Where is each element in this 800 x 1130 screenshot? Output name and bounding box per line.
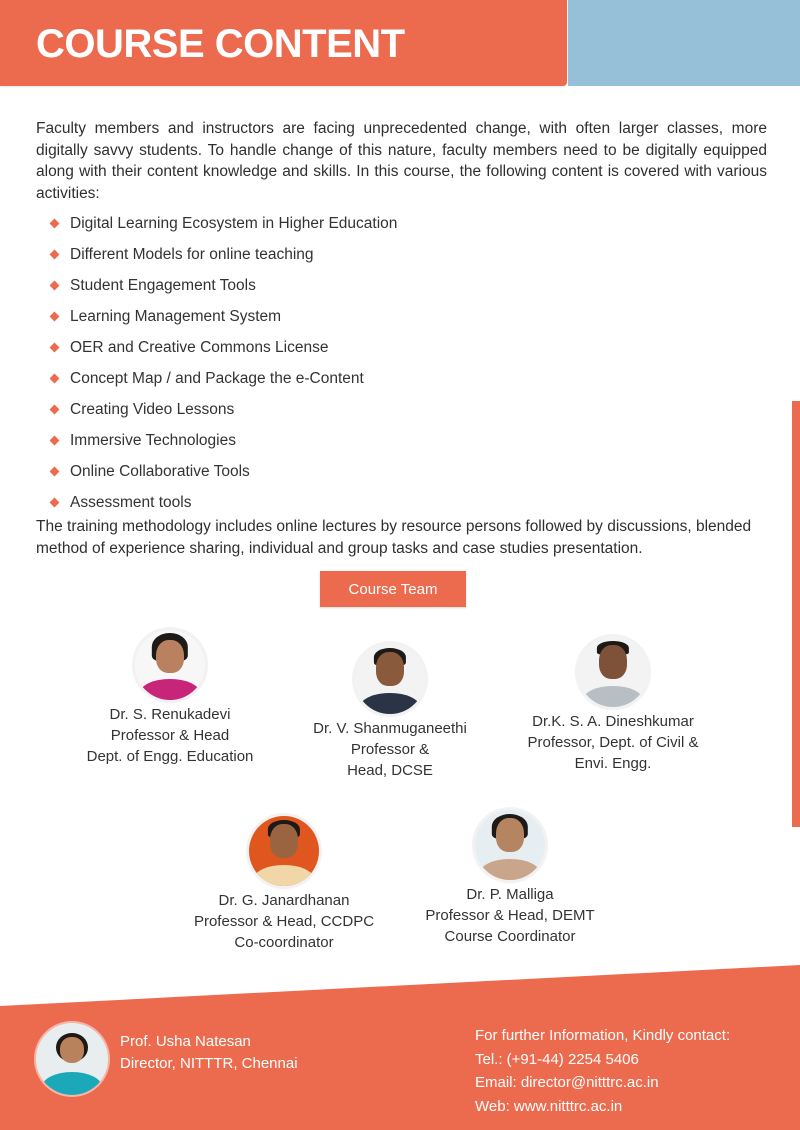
diamond-bullet-icon — [50, 281, 60, 291]
member-title: Professor, Dept. of Civil & — [527, 734, 699, 751]
diamond-bullet-icon — [50, 436, 60, 446]
member-name: Dr. P. Malliga — [466, 886, 554, 903]
topic-item: Concept Map / and Package the e-Content — [48, 363, 397, 394]
header-accent-block — [568, 0, 800, 86]
topic-item: Digital Learning Ecosystem in Higher Education — [48, 208, 397, 239]
diamond-bullet-icon — [50, 467, 60, 477]
director-name: Prof. Usha Natesan — [120, 1033, 251, 1050]
diamond-bullet-icon — [50, 250, 60, 260]
methodology-paragraph: The training methodology includes online lectures by resource persons followed by discussions, blended method of experience sharing, individual and group tasks and case studies presentation. — [36, 518, 752, 557]
diamond-bullet-icon — [50, 498, 60, 508]
member-name: Dr. S. Renukadevi — [109, 706, 231, 723]
header-banner — [0, 0, 567, 86]
member-title: Professor & Head — [110, 727, 230, 744]
diamond-bullet-icon — [50, 374, 60, 384]
member-name: Dr. V. Shanmuganeethi — [313, 720, 467, 737]
member-dept: Envi. Engg. — [574, 755, 652, 772]
topic-item: OER and Creative Commons License — [48, 332, 397, 363]
topic-item: Creating Video Lessons — [48, 394, 397, 425]
member-dept: Dept. of Engg. Education — [86, 748, 254, 765]
member-dept: Head, DCSE — [347, 762, 433, 779]
contact-email[interactable]: Email: director@nitttrc.ac.in — [475, 1074, 659, 1091]
diamond-bullet-icon — [50, 405, 60, 415]
member-dept: Co-coordinator — [234, 934, 334, 951]
diamond-bullet-icon — [50, 312, 60, 322]
member-title: Professor & Head, CCDPC — [193, 913, 375, 930]
topic-item: Student Engagement Tools — [48, 270, 397, 301]
member-title: Professor & Head, DEMT — [425, 907, 595, 924]
contact-web[interactable]: Web: www.nitttrc.ac.in — [475, 1097, 623, 1115]
topic-item: Different Models for online teaching — [48, 239, 397, 270]
contact-heading: For further Information, Kindly contact: — [475, 1027, 731, 1044]
topic-item: Immersive Technologies — [48, 425, 397, 456]
diamond-bullet-icon — [50, 343, 60, 353]
team-member-card — [410, 810, 610, 947]
avatar — [475, 810, 545, 880]
member-dept: Course Coordinator — [444, 928, 576, 945]
topic-item: Learning Management System — [48, 301, 397, 332]
director-info — [120, 1031, 298, 1075]
intro-paragraph: Faculty members and instructors are facing unprecedented change, with often larger classes, more digitally savvy students. To handle change of this nature, faculty members need to be digitally equipped along with their content knowledge and skills. In this course, the following content is covered with various activities: — [36, 120, 767, 202]
course-team-button[interactable]: Course Team — [320, 571, 466, 607]
team-member-card — [290, 644, 490, 781]
contact-info — [475, 1024, 730, 1118]
topic-list — [48, 208, 397, 518]
side-accent-bar — [792, 401, 800, 827]
topic-item: Online Collaborative Tools — [48, 456, 397, 487]
team-member-card — [513, 637, 713, 774]
contact-tel[interactable]: Tel.: (+91-44) 2254 5406 — [475, 1050, 639, 1068]
avatar — [355, 644, 425, 714]
avatar — [135, 630, 205, 700]
director-avatar — [36, 1023, 108, 1095]
team-member-card — [70, 630, 270, 767]
member-title: Professor & — [350, 741, 430, 758]
diamond-bullet-icon — [50, 219, 60, 229]
topic-item: Assessment tools — [48, 487, 397, 518]
page-title: COURSE CONTENT — [36, 22, 405, 66]
avatar — [578, 637, 648, 707]
director-title: Director, NITTTR, Chennai — [120, 1055, 298, 1072]
team-member-card — [184, 816, 384, 953]
member-name: Dr. G. Janardhanan — [218, 892, 350, 909]
avatar — [249, 816, 319, 886]
member-name: Dr.K. S. A. Dineshkumar — [532, 713, 694, 730]
